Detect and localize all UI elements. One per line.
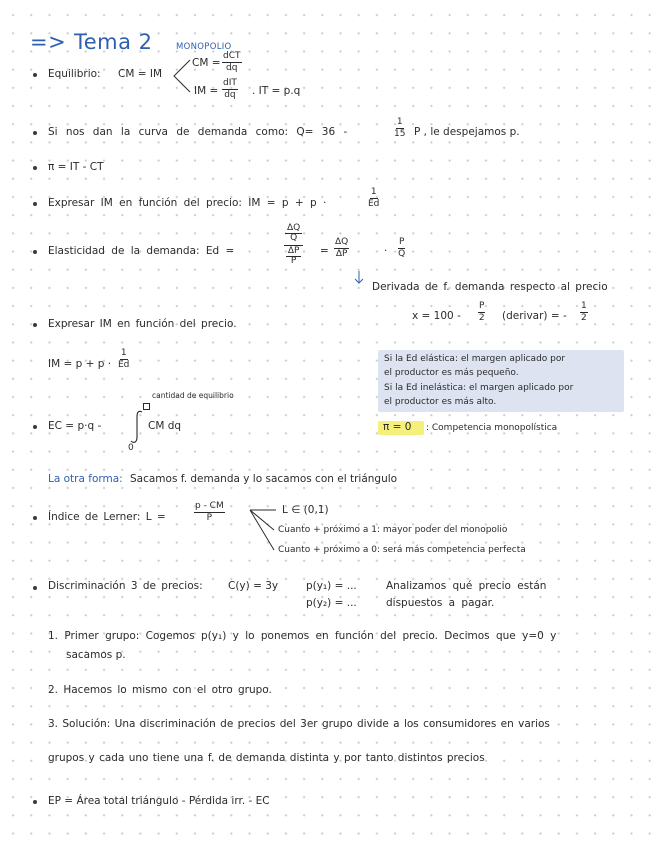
expresar1-frac-den: Ed — [368, 199, 380, 210]
cm-lhs: CM = — [192, 57, 221, 69]
integrand: CM dq — [148, 420, 182, 432]
step-3-line-2: grupos y cada uno tiene una f. de demanda distinta y por tanto distintos precios — [48, 752, 485, 764]
lerner-frac-den: P — [206, 513, 213, 524]
step-1-line-1: 1. Primer grupo: Cogemos p(y₁) y lo ponemos en función del precio. Decimos que y=0 y — [48, 630, 557, 642]
page-title: Tema 2 — [74, 30, 153, 54]
im-fraction — [222, 79, 238, 101]
competencia-text: : Competencia monopolística — [426, 423, 558, 433]
analizamos-line-1: Analizamos qué precio están — [386, 580, 547, 592]
curva-fraction — [394, 118, 405, 140]
integral-icon — [128, 409, 146, 445]
elasticidad-label: Elasticidad de la demanda: Ed = — [48, 245, 235, 257]
f2-num: P — [398, 238, 405, 249]
bullet — [33, 586, 37, 590]
im-num: dIT — [222, 79, 238, 90]
f1-num: ΔQ — [334, 238, 349, 249]
bullet — [33, 250, 37, 254]
cm-num: dCT — [222, 52, 242, 63]
big-den-den: P — [290, 256, 297, 267]
x-result-fraction — [580, 302, 588, 324]
im-lhs: IM = — [194, 85, 219, 97]
x-frac-num: P — [478, 302, 485, 313]
x-res-den: 2 — [581, 313, 587, 324]
big-den-num: ΔP — [287, 245, 300, 256]
elasticidad-f1 — [334, 238, 349, 260]
equilibrio-equation: CM = IM — [118, 68, 163, 80]
x-equation: x = 100 - — [412, 310, 461, 322]
integral-lower-limit: 0 — [128, 443, 134, 453]
arrow-down-icon — [352, 270, 366, 286]
curva-rest: P , le despejamos p. — [414, 126, 520, 138]
lerner-range: L ∈ (0,1) — [282, 504, 329, 516]
curva-frac-den: 15 — [394, 129, 406, 140]
otra-forma-text: Sacamos f. demanda y lo sacamos con el triángulo — [130, 473, 398, 485]
discriminacion-label: Discriminación 3 de precios: — [48, 580, 203, 592]
elasticidad-equals: = — [320, 245, 329, 257]
lerner-near-zero: Cuanto + próximo a 0: será más competencia perfecta — [278, 545, 526, 555]
beneficio-text: π = IT - CT — [48, 161, 104, 173]
note-line-1: Si la Ed elástica: el margen aplicado por — [384, 354, 566, 364]
big-num — [284, 224, 303, 246]
note-line-4: el productor es más alto. — [384, 397, 497, 407]
im-den: dq — [224, 90, 236, 101]
title-arrow: => — [30, 30, 67, 54]
analizamos-line-2: dispuestos a pagar. — [386, 597, 495, 609]
derivada-text: Derivada de f. demanda respecto al precio — [372, 281, 608, 293]
expresar2-frac-num: 1 — [120, 349, 128, 360]
brace-icon — [170, 56, 192, 96]
bullet — [33, 166, 37, 170]
expresar1-frac-num: 1 — [370, 188, 378, 199]
expresar2-im: IM = p + p · — [48, 358, 112, 370]
cantidad-label: cantidad de equilibrio — [152, 391, 234, 400]
equilibrio-label: Equilibrio: — [48, 68, 101, 80]
x-fraction — [478, 302, 485, 324]
it-equation: . IT = p.q — [252, 85, 301, 97]
branch-lines-icon — [248, 504, 278, 554]
cm-fraction — [222, 52, 242, 74]
expresar2-text: Expresar IM en función del precio. — [48, 318, 237, 330]
ep-text: EP = Área total triángulo - Pérdida irr. - EC — [48, 795, 270, 807]
step-3-line-1: 3. Solución: Una discriminación de precios del 3er grupo divide a los consumidores en varios — [48, 718, 550, 730]
x-res-num: 1 — [580, 302, 588, 313]
lerner-frac-num: p - CM — [194, 502, 225, 513]
f1-den: ΔP — [335, 249, 348, 260]
expresar2-fraction — [118, 349, 129, 371]
big-den — [286, 246, 302, 267]
big-num-num: ΔQ — [287, 223, 301, 233]
note-line-3: Si la Ed inelástica: el margen aplicado por — [384, 383, 574, 393]
x-frac-den: 2 — [478, 313, 485, 324]
elasticidad-f2 — [398, 238, 405, 260]
derivar-text: (derivar) = - — [502, 310, 567, 322]
bullet — [33, 73, 37, 77]
bullet — [33, 323, 37, 327]
note-line-2: el productor es más pequeño. — [384, 368, 519, 378]
step-2: 2. Hacemos lo mismo con el otro grupo. — [48, 684, 272, 696]
bullet — [33, 202, 37, 206]
bullet — [33, 800, 37, 804]
elasticidad-big-fraction — [284, 224, 303, 267]
curva-text: Si nos dan la curva de demanda como: Q= 36 - — [48, 126, 348, 138]
bullet — [33, 131, 37, 135]
ec-text: EC = p·q - — [48, 420, 102, 432]
bullet — [33, 425, 37, 429]
price-group-1: p(y₁) = ... — [306, 580, 357, 592]
bullet — [33, 516, 37, 520]
big-num-den: Q — [290, 233, 298, 244]
lerner-near-one: Cuanto + próximo a 1: mayor poder del monopolio — [278, 525, 508, 535]
expresar1-fraction — [368, 188, 379, 210]
expresar2-frac-den: Ed — [118, 360, 130, 371]
step-1-line-2: sacamos p. — [66, 649, 126, 661]
cm-den: dq — [226, 63, 238, 74]
page-subtitle: MONOPOLIO — [176, 42, 232, 52]
f2-den: Q — [398, 249, 406, 260]
curva-frac-num: 1 — [396, 118, 404, 129]
otra-forma-label: La otra forma: — [48, 473, 123, 485]
cost-function: C(y) = 3y — [228, 580, 279, 592]
elasticidad-dot: · — [384, 245, 388, 257]
lerner-fraction — [194, 502, 225, 524]
pi-zero: π = 0 — [383, 421, 412, 433]
expresar1-text: Expresar IM en función del precio: IM = p + p · — [48, 197, 327, 209]
price-group-2: p(y₂) = ... — [306, 597, 357, 609]
lerner-label: Índice de Lerner: L = — [48, 511, 166, 523]
